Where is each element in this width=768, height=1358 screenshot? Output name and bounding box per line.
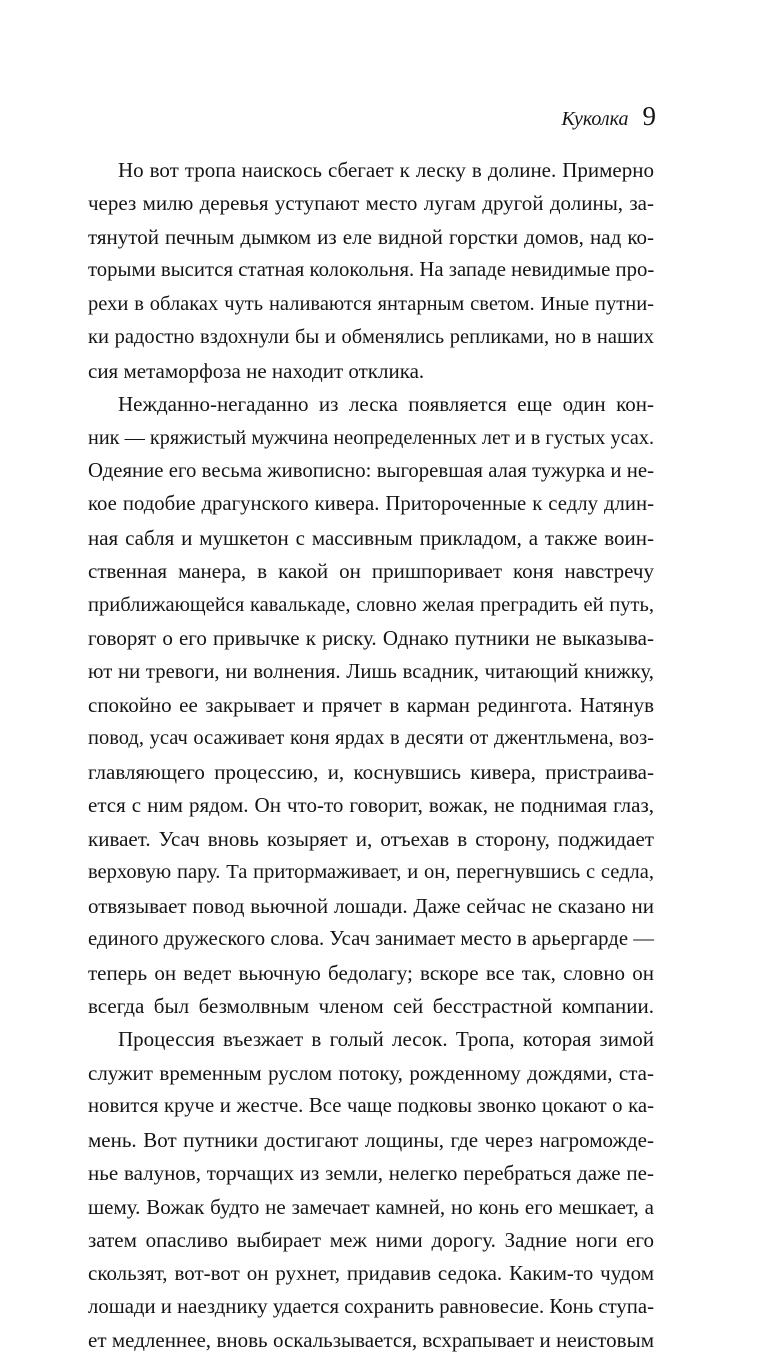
text-line: Но вот тропа наискось сбегает к леску в долине. Примерно: [118, 158, 654, 182]
text-line: ная сабля и мушкетон с массивным прикладом, а также воин-: [88, 525, 654, 550]
text-line: ки радостно вздохнули бы и обменялись репликами, но в наших: [88, 326, 654, 349]
running-head: [562, 101, 656, 132]
text-line: Нежданно-негаданно из леска появляется еще один кон-: [118, 392, 654, 417]
text-line: новится круче и жестче. Все чаще подковы звонко цокают о ка-: [88, 1095, 654, 1118]
text-line: тянутой печным дымком из еле видной горстки домов, над ко-: [88, 224, 654, 249]
text-line: ет медленнее, вновь оскальзывается, всхрапывает и неистовым: [88, 1328, 654, 1353]
text-line: Одеяние его весьма живописно: выгоревшая алая тужурка и не-: [88, 459, 654, 482]
body-text: [88, 154, 654, 1358]
paragraph-1: [88, 154, 654, 388]
text-line: Процессия въезжает в голый лесок. Тропа, которая зимой: [118, 1027, 654, 1052]
text-line: торыми высится статная колокольня. На западе невидимые про-: [88, 259, 655, 282]
text-line: кивает. Усач вновь козыряет и, отъехав в сторону, поджидает: [88, 826, 654, 851]
text-line: лошади и наезднику удается сохранить равновесие. Конь ступа-: [88, 1295, 654, 1318]
text-line: шему. Вожак будто не замечает камней, но конь его мешкает, а: [88, 1194, 654, 1219]
text-line: ют ни тревоги, ни волнения. Лишь всадник, читающий книжку,: [88, 660, 654, 683]
text-line: верховую пару. Та притормаживает, и он, перегнувшись с седла,: [88, 861, 654, 884]
text-line: повод, усач осаживает коня ярдах в десяти от джентльмена, воз-: [88, 727, 654, 750]
text-line: главляющего процессию, и, коснувшись кивера, пристраива-: [88, 759, 654, 784]
text-line: затем опасливо выбирает меж ними дорогу. Задние ноги его: [88, 1228, 654, 1252]
text-line: спокойно ее закрывает и прячет в карман редингота. Натянув: [88, 693, 654, 717]
text-line: кое подобие драгунского кивера. Притороченные к седлу длин-: [88, 493, 654, 516]
text-line: ственная манера, в какой он пришпоривает коня навстречу: [88, 559, 654, 584]
text-line: мень. Вот путники достигают лощины, где через нагроможде-: [88, 1127, 654, 1152]
text-line: через милю деревья уступают место лугам другой долины, за-: [88, 191, 654, 216]
text-line: единого дружеского слова. Усач занимает место в арьергарде —: [88, 928, 654, 951]
text-line: скользят, вот-вот он рухнет, придавив седока. Каким-то чудом: [88, 1261, 654, 1286]
page-number: 9: [642, 101, 656, 131]
paragraph-2: [88, 388, 654, 1023]
text-line: нье валунов, торчащих из земли, нелегко перебраться даже пе-: [88, 1161, 654, 1186]
running-title: Куколка: [561, 108, 629, 130]
text-line: отвязывает повод вьючной лошади. Даже сейчас не сказано ни: [88, 893, 654, 918]
text-line: рехи в облаках чуть наливаются янтарным светом. Иные путни-: [88, 292, 654, 315]
text-line: ник — кряжистый мужчина неопределенных лет и в густых усах.: [88, 426, 655, 449]
paragraph-3: [88, 1023, 654, 1357]
text-line: ется с ним рядом. Он что-то говорит, вожак, не поднимая глаз,: [88, 793, 654, 818]
text-line: приближающейся кавалькаде, словно желая преградить ей путь,: [88, 593, 654, 616]
text-line: сия метаморфоза не находит отклика.: [88, 358, 425, 383]
text-line: теперь он ведет вьючную бедолагу; вскоре все так, словно он: [88, 960, 654, 985]
text-line: служит временным руслом потоку, рожденному дождями, ста-: [88, 1060, 654, 1085]
text-line: всегда был безмолвным членом сей бесстрастной компании.: [88, 993, 654, 1018]
text-line: говорят о его привычке к риску. Однако путники не выказыва-: [88, 626, 654, 651]
